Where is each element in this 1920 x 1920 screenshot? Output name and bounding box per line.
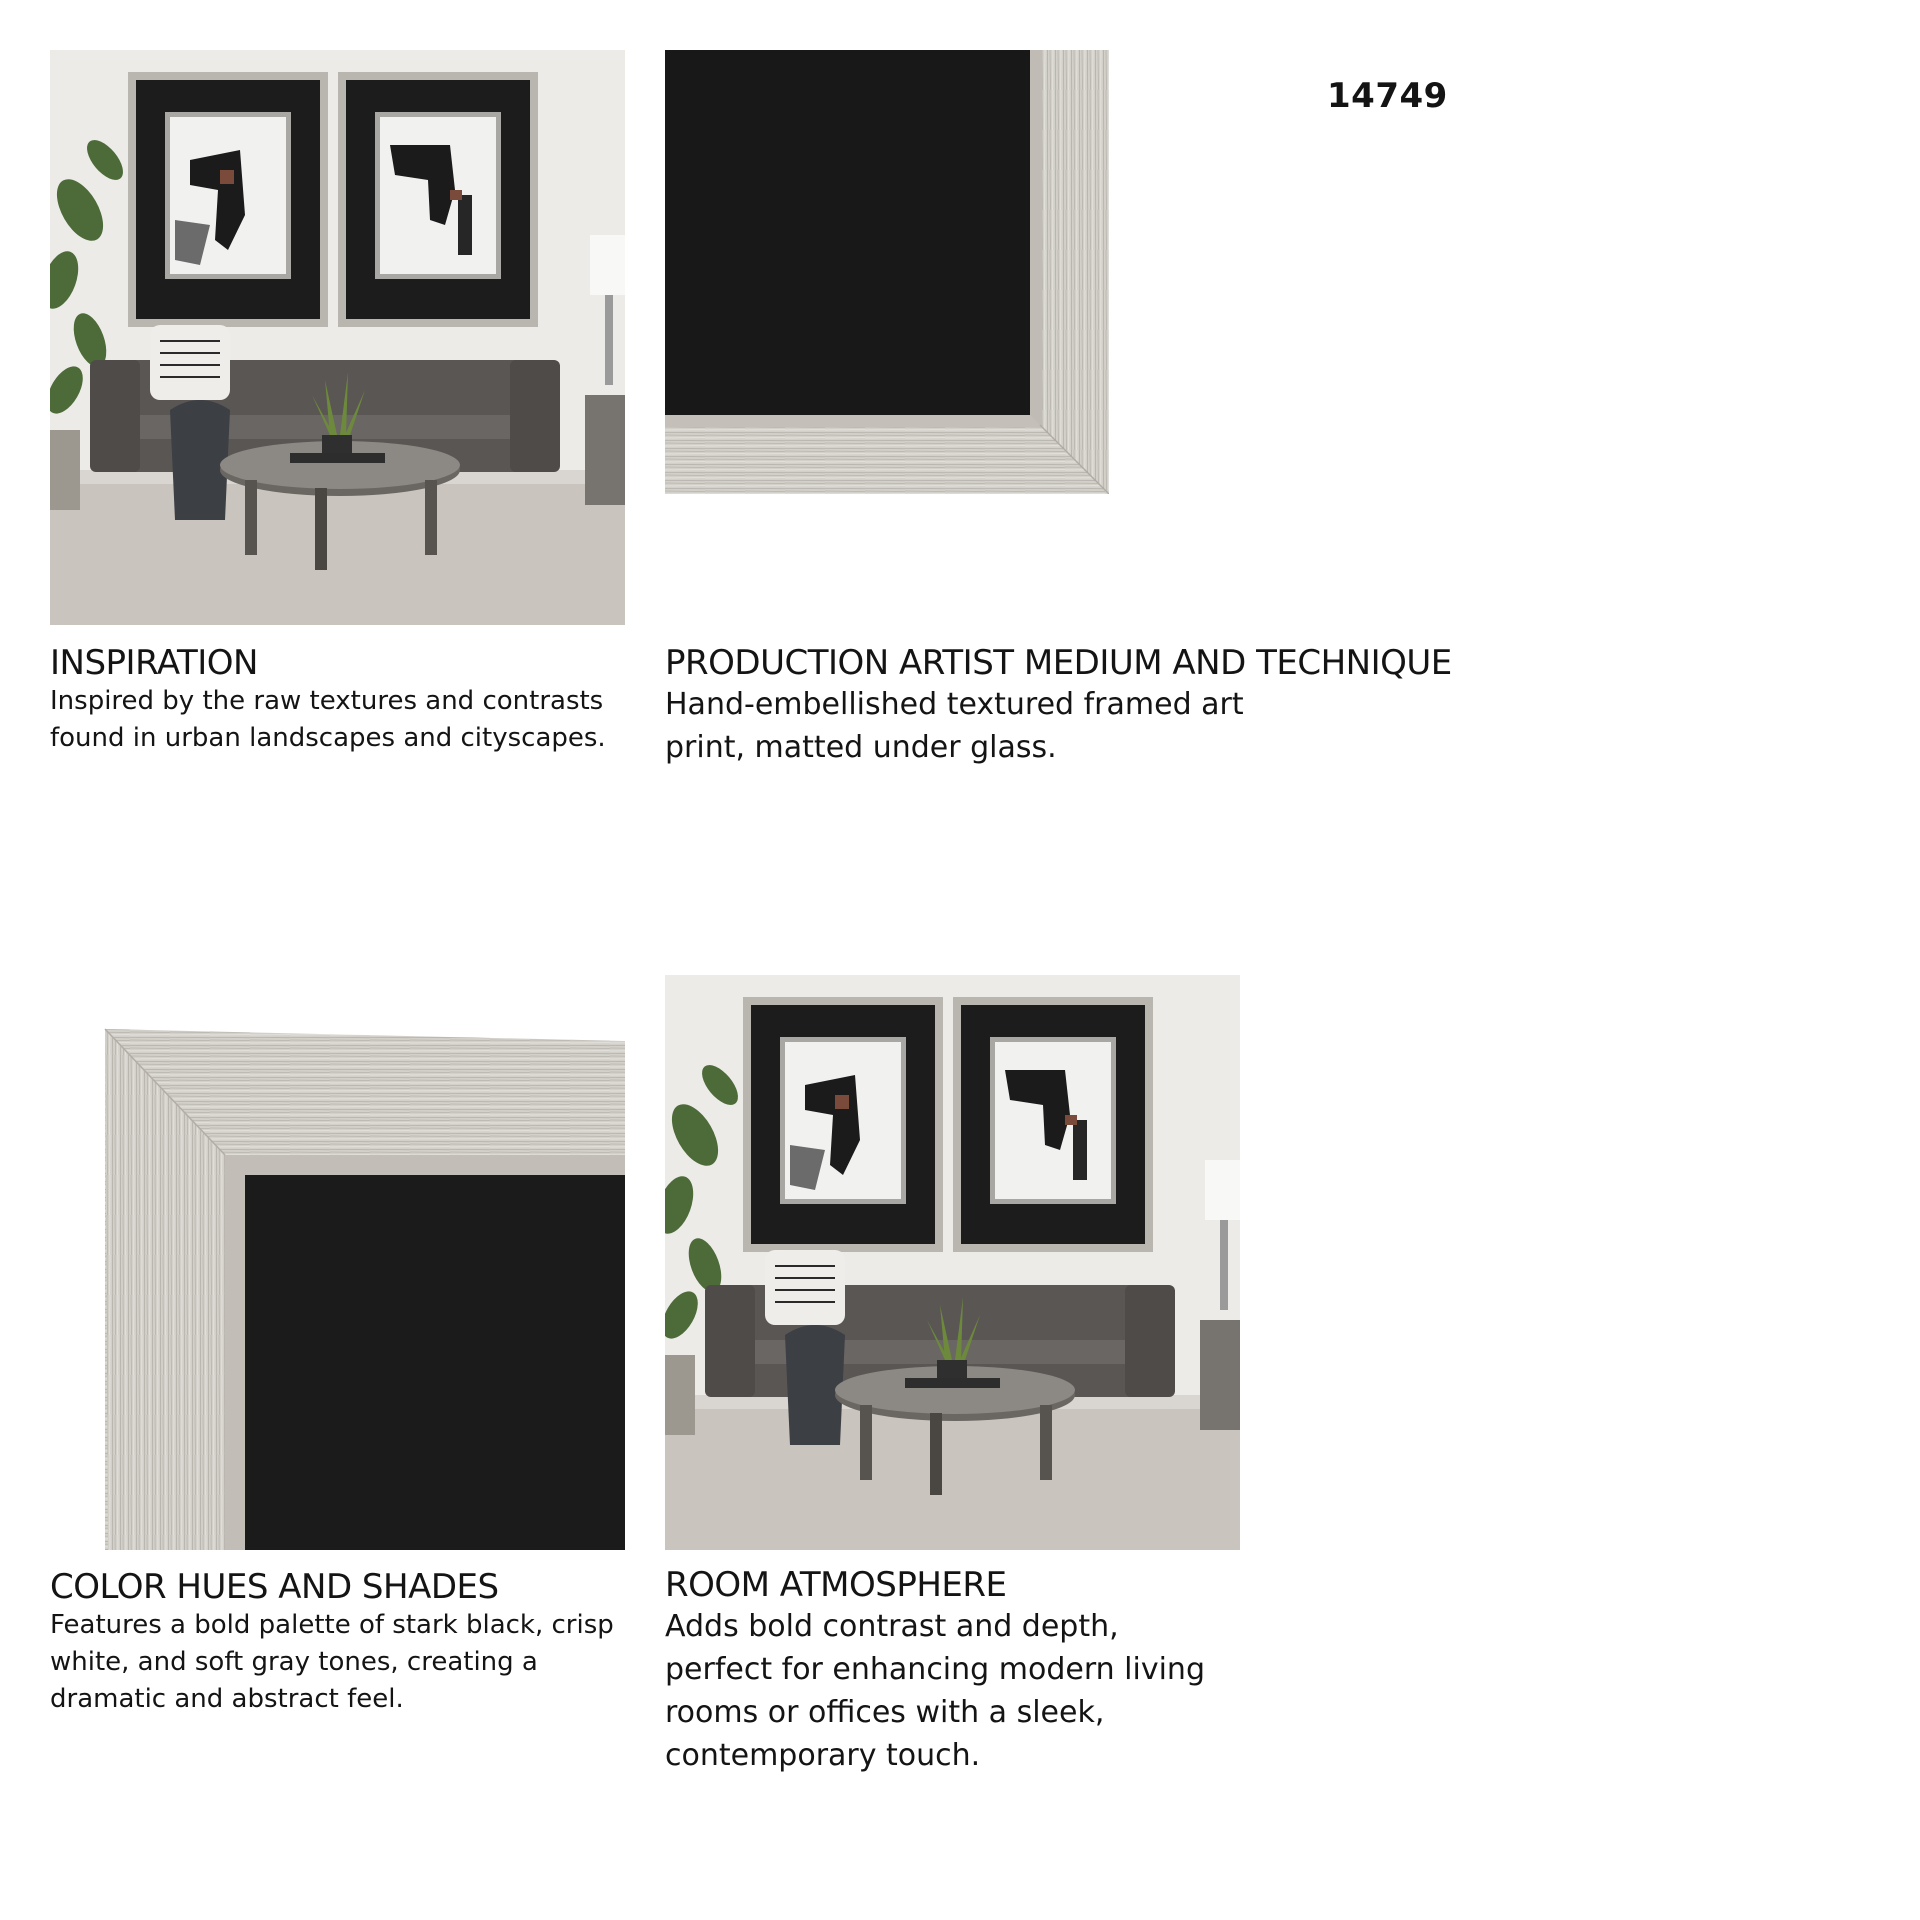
inspiration-heading: INSPIRATION [50,643,258,683]
frame-corner-photo-2 [50,975,625,1550]
inspiration-section [50,643,630,757]
color-section [50,1567,640,1718]
production-heading: PRODUCTION ARTIST MEDIUM AND TECHNIQUE [665,643,1452,683]
room-atmosphere-section [665,1565,1225,1777]
color-description: Features a bold palette of stark black, crisp white, and soft gray tones, creating a dramatic and abstract feel. [50,1610,614,1714]
production-description: Hand-embellished textured framed art print, matted under glass. [665,687,1244,765]
color-heading: COLOR HUES AND SHADES [50,1567,499,1607]
inspiration-description: Inspired by the raw textures and contrasts found in urban landscapes and cityscapes. [50,686,606,753]
room-atmosphere-heading: ROOM ATMOSPHERE [665,1565,1007,1605]
product-sku: 14749 [1327,76,1448,116]
room-photo-1 [50,50,625,625]
room-atmosphere-description: Adds bold contrast and depth, perfect for enhancing modern living rooms or offices with a sleek, contemporary touch. [665,1609,1205,1773]
frame-corner-photo-1 [665,50,1109,494]
room-photo-2 [665,975,1240,1550]
production-section [665,643,1452,769]
